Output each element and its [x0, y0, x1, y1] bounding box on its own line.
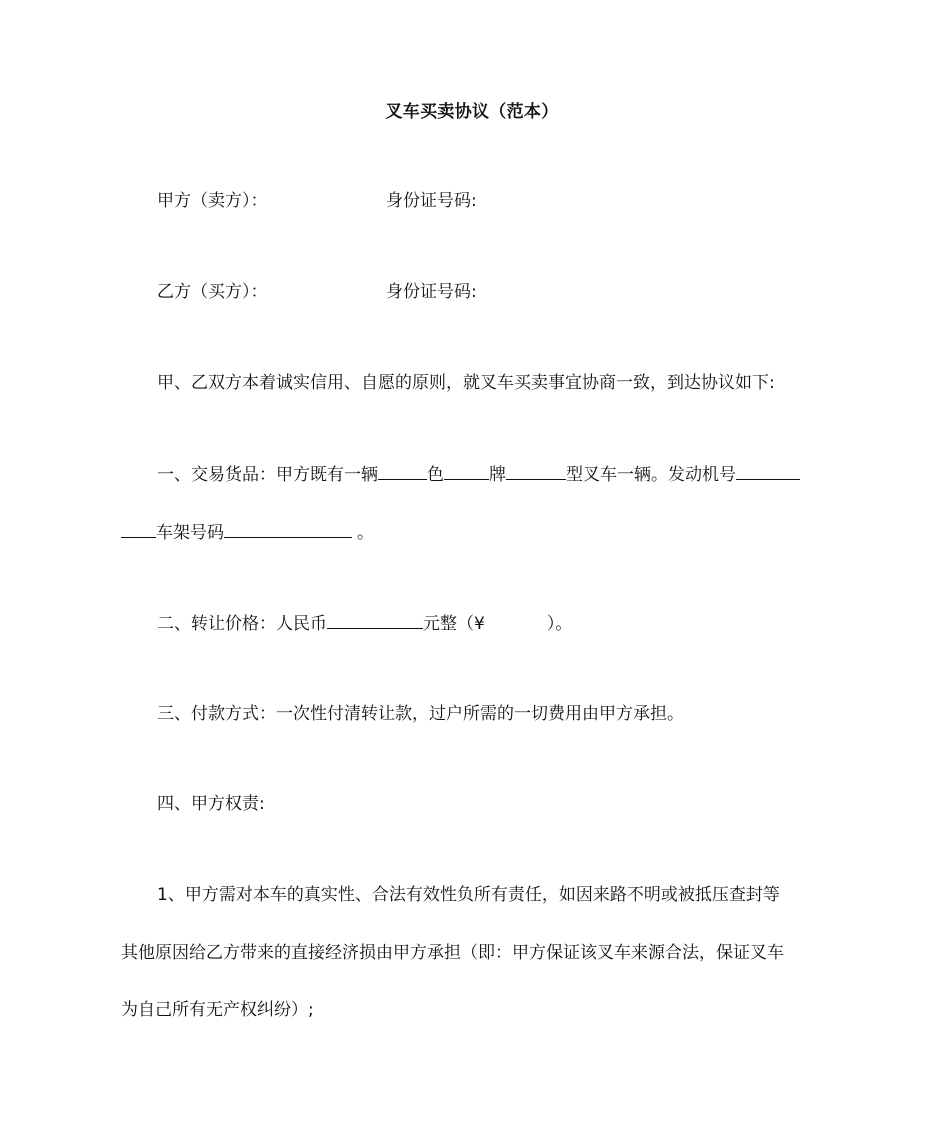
- document-title: 叉车买卖协议（范本）: [385, 102, 559, 122]
- section-1-line-1: [157, 462, 800, 487]
- party-b-label: 乙方（买方）：: [157, 282, 268, 302]
- section-2-text-c: ）。: [546, 614, 573, 634]
- clause-1-line-1: 1、甲方需对本车的真实性、合法有效性负所有责任，如因来路不明或被抵压查封等: [157, 885, 780, 905]
- clause-1-line-2: 其他原因给乙方带来的直接经济损由甲方承担（即：甲方保证该叉车来源合法，保证叉车: [121, 943, 784, 963]
- party-a-id-label: 身份证号码:: [386, 191, 477, 211]
- color-blank: [378, 462, 427, 480]
- price-words-blank: [327, 611, 423, 629]
- brand-blank: [444, 462, 489, 480]
- clause-1-line-3: 为自己所有无产权纠纷）;: [121, 1000, 314, 1020]
- party-b-id-label: 身份证号码:: [386, 282, 477, 302]
- section-1-text-a: 一、交易货品：甲方既有一辆: [157, 465, 378, 485]
- section-3-line: 三、付款方式：一次性付清转让款，过户所需的一切费用由甲方承担。: [157, 704, 684, 724]
- section-1-text-b: 色: [427, 465, 444, 485]
- engine-number-blank: [736, 462, 800, 480]
- section-2-line: [157, 611, 572, 636]
- preamble-paragraph: 甲、乙双方本着诚实信用、自愿的原则，就叉车买卖事宜协商一致，到达协议如下:: [157, 373, 775, 393]
- frame-number-blank: [224, 520, 352, 538]
- section-1-text-c: 牌: [489, 465, 506, 485]
- section-1-text-e: 车架号码: [156, 523, 224, 543]
- section-1-line-2: [121, 520, 374, 545]
- section-1-text-f: 。: [357, 523, 374, 543]
- section-2-text-b: 元整（¥: [423, 614, 485, 634]
- engine-number-blank-continued: [121, 520, 156, 538]
- section-2-text-a: 二、转让价格：人民币: [157, 614, 327, 634]
- party-a-label: 甲方（卖方）：: [157, 191, 268, 211]
- section-1-text-d: 型叉车一辆。发动机号: [566, 465, 736, 485]
- section-4-heading: 四、甲方权责:: [157, 794, 265, 814]
- model-blank: [506, 462, 566, 480]
